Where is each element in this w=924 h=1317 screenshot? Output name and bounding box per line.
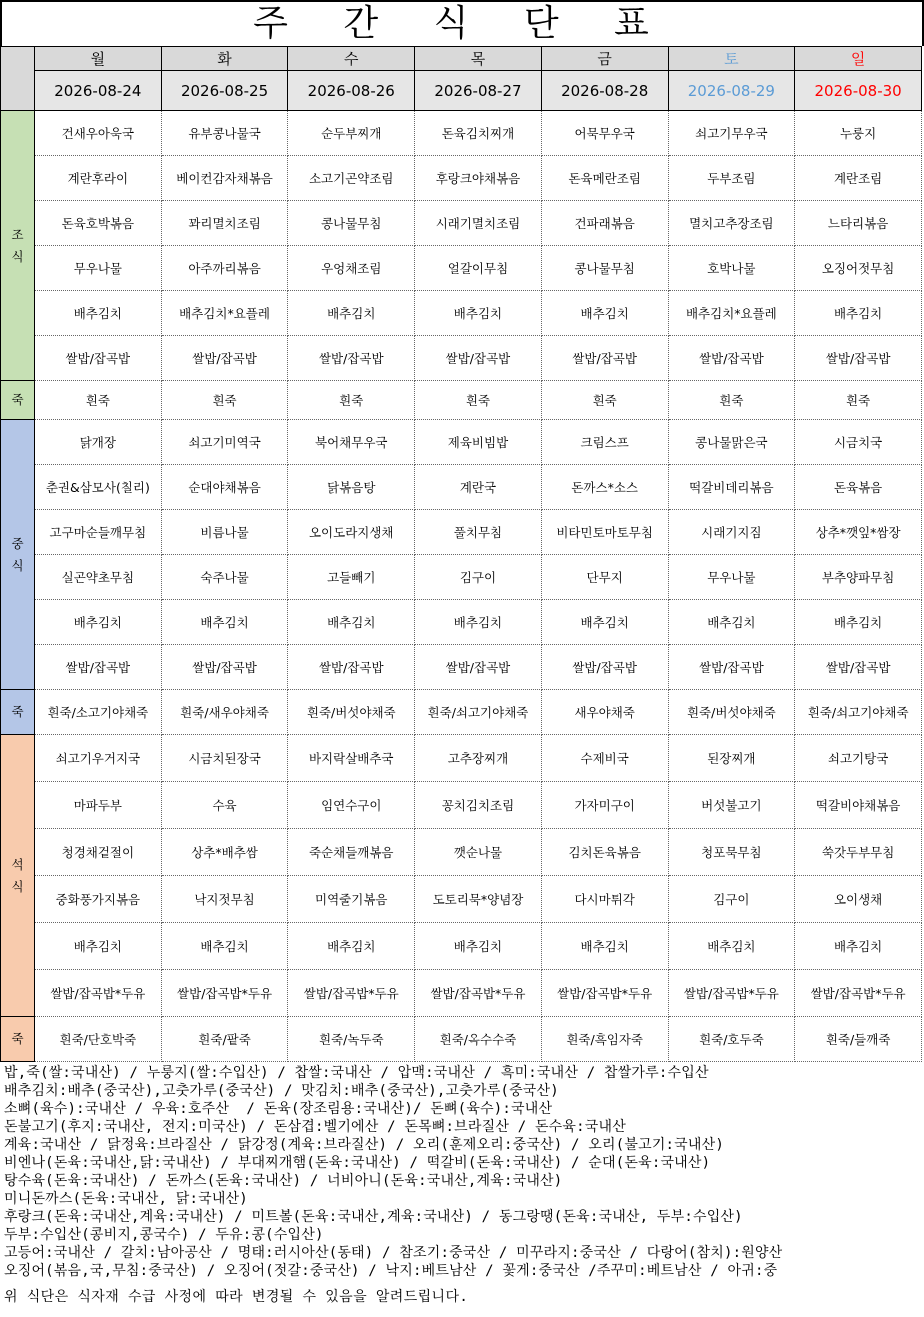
menu-item: 쌀밥/잡곡밥 xyxy=(415,336,542,381)
porridge-item: 흰죽/쇠고기야채죽 xyxy=(415,690,542,735)
porridge-item: 흰죽 xyxy=(541,381,668,420)
menu-item: 쌀밥/잡곡밥 xyxy=(161,645,288,690)
menu-item: 콩나물맑은국 xyxy=(668,420,795,465)
day-header: 화 xyxy=(161,47,288,71)
menu-item: 건파래볶음 xyxy=(541,201,668,246)
menu-item: 고추장찌개 xyxy=(415,735,542,782)
menu-item: 풀치무침 xyxy=(415,510,542,555)
menu-item: 쌀밥/잡곡밥*두유 xyxy=(161,970,288,1017)
menu-item: 무우나물 xyxy=(668,555,795,600)
menu-item: 쇠고기미역국 xyxy=(161,420,288,465)
day-header: 월 xyxy=(35,47,162,71)
porridge-item: 흰죽 xyxy=(35,381,162,420)
porridge-item: 흰죽/버섯야채죽 xyxy=(288,690,415,735)
menu-item: 쌀밥/잡곡밥*두유 xyxy=(288,970,415,1017)
menu-item: 상추*배추쌈 xyxy=(161,829,288,876)
porridge-item: 새우야채죽 xyxy=(541,690,668,735)
menu-item: 돈육김치찌개 xyxy=(415,111,542,156)
porridge-item: 흰죽/호두죽 xyxy=(668,1017,795,1062)
header-corner xyxy=(1,47,35,111)
menu-item: 배추김치 xyxy=(541,600,668,645)
porridge-item: 흰죽/옥수수죽 xyxy=(415,1017,542,1062)
menu-item: 호박나물 xyxy=(668,246,795,291)
menu-item: 닭개장 xyxy=(35,420,162,465)
menu-item: 얼갈이무침 xyxy=(415,246,542,291)
menu-item: 멸치고추장조림 xyxy=(668,201,795,246)
origin-note-line: 계육:국내산 / 닭정육:브라질산 / 닭강정(계육:브라질산) / 오리(훈제오리:중국산) / 오리(불고기:국내산) xyxy=(4,1137,724,1153)
lunch-porridge-label: 죽 xyxy=(1,690,35,735)
breakfast-porridge-label: 죽 xyxy=(1,381,35,420)
menu-item: 김구이 xyxy=(415,555,542,600)
day-header: 수 xyxy=(288,47,415,71)
menu-item: 무우나물 xyxy=(35,246,162,291)
menu-item: 낙지젓무침 xyxy=(161,876,288,923)
porridge-item: 흰죽 xyxy=(795,381,922,420)
date-header: 2026-08-28 xyxy=(541,71,668,111)
menu-item: 크림스프 xyxy=(541,420,668,465)
menu-item: 다시마튀각 xyxy=(541,876,668,923)
menu-item: 쑥갓두부무침 xyxy=(795,829,922,876)
menu-item: 상추*깻잎*쌈장 xyxy=(795,510,922,555)
dinner-porridge-label: 죽 xyxy=(1,1017,35,1062)
menu-item: 청경채겉절이 xyxy=(35,829,162,876)
menu-item: 쌀밥/잡곡밥 xyxy=(35,645,162,690)
menu-item: 쇠고기우거지국 xyxy=(35,735,162,782)
menu-item: 쌀밥/잡곡밥 xyxy=(541,336,668,381)
menu-item: 김치돈육볶음 xyxy=(541,829,668,876)
menu-item: 오징어젓무침 xyxy=(795,246,922,291)
menu-item: 배추김치 xyxy=(668,600,795,645)
menu-item: 계란국 xyxy=(415,465,542,510)
menu-item: 콩나물무침 xyxy=(541,246,668,291)
origin-notes xyxy=(0,1064,924,1280)
menu-item: 오이도라지생채 xyxy=(288,510,415,555)
menu-item: 아주까리볶음 xyxy=(161,246,288,291)
menu-item: 베이컨감자채볶음 xyxy=(161,156,288,201)
menu-item: 배추김치 xyxy=(795,600,922,645)
menu-item: 쌀밥/잡곡밥 xyxy=(288,336,415,381)
menu-item: 쌀밥/잡곡밥*두유 xyxy=(668,970,795,1017)
origin-note-line: 미니돈까스(돈육:국내산, 닭:국내산) xyxy=(4,1191,248,1207)
menu-item: 임연수구이 xyxy=(288,782,415,829)
menu-item: 비타민토마토무침 xyxy=(541,510,668,555)
menu-item: 소고기곤약조림 xyxy=(288,156,415,201)
menu-item: 닭볶음탕 xyxy=(288,465,415,510)
menu-item: 돈육호박볶음 xyxy=(35,201,162,246)
menu-item: 김구이 xyxy=(668,876,795,923)
date-header: 2026-08-30 xyxy=(795,71,922,111)
menu-item: 제육비빔밥 xyxy=(415,420,542,465)
menu-item: 돈육메란조림 xyxy=(541,156,668,201)
menu-item: 춘권&삼모사(칠리) xyxy=(35,465,162,510)
lunch-section-label: 중 식 xyxy=(1,420,35,690)
menu-item: 죽순채들깨볶음 xyxy=(288,829,415,876)
menu-item: 깻순나물 xyxy=(415,829,542,876)
menu-item: 느타리볶음 xyxy=(795,201,922,246)
menu-item: 쇠고기탕국 xyxy=(795,735,922,782)
menu-item: 배추김치 xyxy=(795,923,922,970)
menu-item: 시금치된장국 xyxy=(161,735,288,782)
menu-item: 마파두부 xyxy=(35,782,162,829)
day-header: 목 xyxy=(415,47,542,71)
date-header: 2026-08-29 xyxy=(668,71,795,111)
origin-note-line: 배추김치:배추(중국산),고춧가루(중국산) / 맛김치:배추(중국산),고춧가루(중국산) xyxy=(4,1083,559,1099)
day-header: 금 xyxy=(541,47,668,71)
menu-item: 배추김치 xyxy=(288,923,415,970)
menu-item: 배추김치 xyxy=(161,923,288,970)
menu-item: 배추김치 xyxy=(161,600,288,645)
menu-item: 고구마순들깨무침 xyxy=(35,510,162,555)
menu-item: 쌀밥/잡곡밥 xyxy=(161,336,288,381)
porridge-item: 흰죽/흑임자죽 xyxy=(541,1017,668,1062)
menu-item: 떡갈비야채볶음 xyxy=(795,782,922,829)
origin-note-line: 돈불고기(후지:국내산, 전지:미국산) / 돈삼겹:벨기에산 / 돈목뼈:브라질산 / 돈수육:국내산 xyxy=(4,1119,626,1135)
menu-item: 쌀밥/잡곡밥 xyxy=(415,645,542,690)
menu-item: 배추김치 xyxy=(415,600,542,645)
menu-item: 쌀밥/잡곡밥 xyxy=(668,336,795,381)
menu-item: 쌀밥/잡곡밥 xyxy=(35,336,162,381)
menu-item: 떡갈비데리볶음 xyxy=(668,465,795,510)
menu-item: 오이생채 xyxy=(795,876,922,923)
menu-item: 콩나물무침 xyxy=(288,201,415,246)
menu-item: 계란후라이 xyxy=(35,156,162,201)
menu-item: 실곤약초무침 xyxy=(35,555,162,600)
menu-item: 시래기지짐 xyxy=(668,510,795,555)
porridge-item: 흰죽 xyxy=(161,381,288,420)
menu-item: 꽁치김치조림 xyxy=(415,782,542,829)
menu-item: 숙주나물 xyxy=(161,555,288,600)
menu-table xyxy=(0,46,922,1062)
menu-item: 쌀밥/잡곡밥*두유 xyxy=(795,970,922,1017)
menu-item: 배추김치 xyxy=(35,600,162,645)
menu-item: 가자미구이 xyxy=(541,782,668,829)
menu-item: 단무지 xyxy=(541,555,668,600)
menu-item: 쌀밥/잡곡밥 xyxy=(668,645,795,690)
menu-item: 두부조림 xyxy=(668,156,795,201)
menu-item: 쌀밥/잡곡밥*두유 xyxy=(541,970,668,1017)
porridge-item: 흰죽/녹두죽 xyxy=(288,1017,415,1062)
menu-item: 배추김치 xyxy=(415,923,542,970)
porridge-item: 흰죽/새우야채죽 xyxy=(161,690,288,735)
dinner-section-label: 석 식 xyxy=(1,735,35,1017)
menu-item: 쇠고기무우국 xyxy=(668,111,795,156)
origin-note-line: 두부:수입산(콩비지,콩국수) / 두유:콩(수입산) xyxy=(4,1227,324,1243)
menu-item: 시래기멸치조림 xyxy=(415,201,542,246)
date-header: 2026-08-24 xyxy=(35,71,162,111)
menu-item: 후랑크야채볶음 xyxy=(415,156,542,201)
day-header: 일 xyxy=(795,47,922,71)
menu-item: 배추김치 xyxy=(288,600,415,645)
menu-item: 쌀밥/잡곡밥 xyxy=(288,645,415,690)
menu-item: 배추김치 xyxy=(288,291,415,336)
origin-note-line: 소뼈(육수):국내산 / 우육:호주산 / 돈육(장조림용:국내산)/ 돈뼈(육수):국내산 xyxy=(4,1101,553,1117)
menu-item: 배추김치 xyxy=(541,291,668,336)
menu-item: 꽈리멸치조림 xyxy=(161,201,288,246)
porridge-item: 흰죽/소고기야채죽 xyxy=(35,690,162,735)
menu-item: 배추김치 xyxy=(35,923,162,970)
date-header: 2026-08-27 xyxy=(415,71,542,111)
menu-item: 배추김치 xyxy=(541,923,668,970)
menu-item: 건새우아욱국 xyxy=(35,111,162,156)
menu-item: 유부콩나물국 xyxy=(161,111,288,156)
menu-item: 청포묵무침 xyxy=(668,829,795,876)
menu-item: 수육 xyxy=(161,782,288,829)
menu-item: 쌀밥/잡곡밥 xyxy=(541,645,668,690)
menu-item: 쌀밥/잡곡밥*두유 xyxy=(415,970,542,1017)
menu-item: 중화풍가지볶음 xyxy=(35,876,162,923)
menu-item: 배추김치 xyxy=(668,923,795,970)
origin-note-line: 탕수육(돈육:국내산) / 돈까스(돈육:국내산) / 너비아니(돈육:국내산,계육:국내산) xyxy=(4,1173,563,1189)
origin-note-line: 후랑크(돈육:국내산,계육:국내산) / 미트볼(돈육:국내산,계육:국내산) / 동그랑땡(돈육:국내산, 두부:수입산) xyxy=(4,1209,743,1225)
date-header: 2026-08-25 xyxy=(161,71,288,111)
menu-item: 쌀밥/잡곡밥*두유 xyxy=(35,970,162,1017)
menu-item: 된장찌개 xyxy=(668,735,795,782)
menu-item: 우엉채조림 xyxy=(288,246,415,291)
origin-note-line: 고등어:국내산 / 갈치:남아공산 / 명태:러시아산(동태) / 참조기:중국산 / 미꾸라지:중국산 / 다랑어(참치):원양산 xyxy=(4,1245,783,1261)
page-title: 주 간 식 단 표 xyxy=(0,0,924,46)
menu-item: 배추김치 xyxy=(795,291,922,336)
origin-note-line: 오징어(볶음,국,무침:중국산) / 오징어(젓갈:중국산) / 낙지:베트남산 / 꽃게:중국산 /주꾸미:베트남산 / 아귀:중 xyxy=(4,1263,778,1279)
menu-item: 북어채무우국 xyxy=(288,420,415,465)
footer-notice: 위 식단은 식자재 수급 사정에 따라 변경될 수 있음을 알려드립니다. xyxy=(4,1289,469,1305)
porridge-item: 흰죽/단호박죽 xyxy=(35,1017,162,1062)
menu-item: 쌀밥/잡곡밥 xyxy=(795,336,922,381)
porridge-item: 흰죽/들깨죽 xyxy=(795,1017,922,1062)
menu-item: 부추양파무침 xyxy=(795,555,922,600)
porridge-item: 흰죽 xyxy=(668,381,795,420)
porridge-item: 흰죽 xyxy=(288,381,415,420)
menu-item: 시금치국 xyxy=(795,420,922,465)
menu-item: 바지락살배추국 xyxy=(288,735,415,782)
menu-item: 누룽지 xyxy=(795,111,922,156)
menu-item: 배추김치 xyxy=(35,291,162,336)
origin-note-line: 밥,죽(쌀:국내산) / 누룽지(쌀:수입산) / 찹쌀:국내산 / 압맥:국내산 / 흑미:국내산 / 찹쌀가루:수입산 xyxy=(4,1065,709,1081)
menu-item: 계란조림 xyxy=(795,156,922,201)
menu-item: 돈육볶음 xyxy=(795,465,922,510)
menu-item: 순대야채볶음 xyxy=(161,465,288,510)
porridge-item: 흰죽/버섯야채죽 xyxy=(668,690,795,735)
date-header: 2026-08-26 xyxy=(288,71,415,111)
porridge-item: 흰죽 xyxy=(415,381,542,420)
menu-item: 버섯불고기 xyxy=(668,782,795,829)
day-header: 토 xyxy=(668,47,795,71)
menu-item: 쌀밥/잡곡밥 xyxy=(795,645,922,690)
menu-item: 순두부찌개 xyxy=(288,111,415,156)
menu-item: 미역줄기볶음 xyxy=(288,876,415,923)
menu-item: 수제비국 xyxy=(541,735,668,782)
menu-item: 돈까스*소스 xyxy=(541,465,668,510)
menu-item: 배추김치*요플레 xyxy=(668,291,795,336)
porridge-item: 흰죽/팥죽 xyxy=(161,1017,288,1062)
menu-item: 비름나물 xyxy=(161,510,288,555)
origin-note-line: 비엔나(돈육:국내산,닭:국내산) / 부대찌개햄(돈육:국내산) / 떡갈비(돈육:국내산) / 순대(돈육:국내산) xyxy=(4,1155,711,1171)
breakfast-section-label: 조 식 xyxy=(1,111,35,381)
menu-item: 배추김치*요플레 xyxy=(161,291,288,336)
menu-item: 고들빼기 xyxy=(288,555,415,600)
porridge-item: 흰죽/쇠고기야채죽 xyxy=(795,690,922,735)
menu-item: 배추김치 xyxy=(415,291,542,336)
menu-item: 어묵무우국 xyxy=(541,111,668,156)
menu-item: 도토리묵*양념장 xyxy=(415,876,542,923)
